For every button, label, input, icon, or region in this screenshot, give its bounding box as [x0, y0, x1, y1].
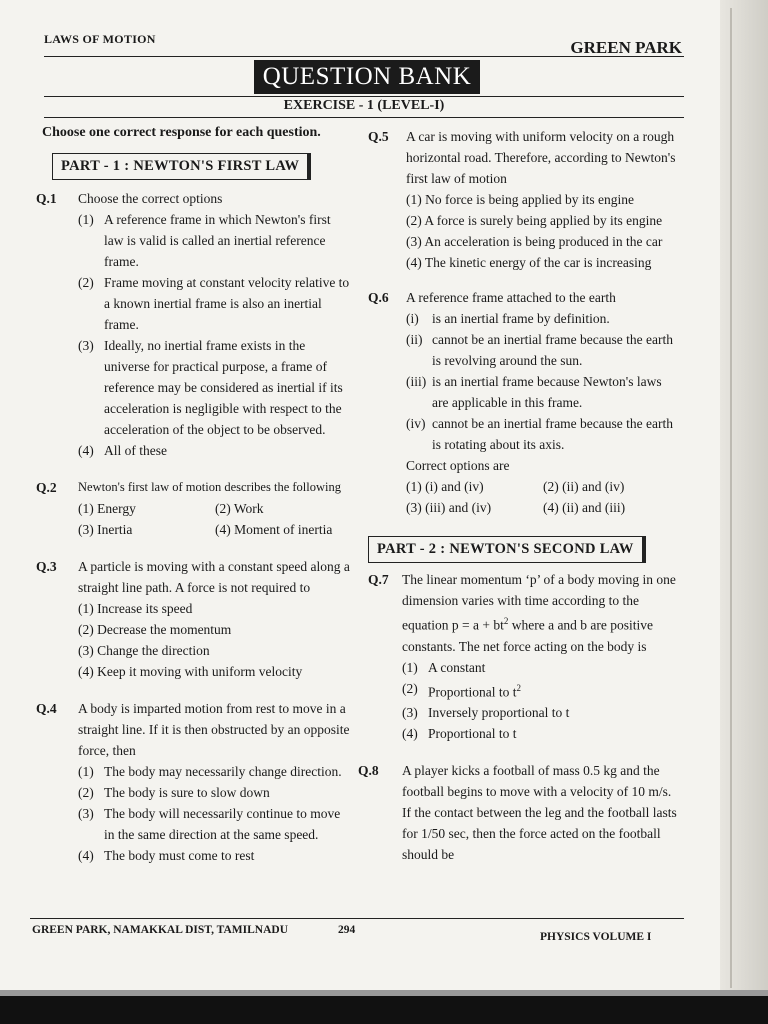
right-column — [358, 126, 680, 865]
option-number: (4) — [78, 848, 94, 863]
option-number: (3) — [78, 806, 94, 821]
option-1 — [78, 761, 352, 782]
option-iv — [406, 413, 680, 455]
option-iii — [406, 371, 680, 413]
option-3 — [78, 335, 352, 440]
question-number: Q.5 — [368, 129, 389, 144]
chapter-title: LAWS OF MOTION — [44, 32, 156, 46]
option-4: (4) The kinetic energy of the car is increasing — [406, 255, 652, 270]
option-text: Proportional to t — [428, 726, 517, 741]
question-5 — [368, 126, 680, 273]
option-text: cannot be an inertial frame because the earth is revolving around the sun. — [432, 332, 673, 368]
option-2 — [78, 782, 352, 803]
banner-rule — [44, 96, 684, 97]
option-text: is an inertial frame because Newton's laws are applicable in this frame. — [432, 374, 662, 410]
option-4: (4) Keep it moving with uniform velocity — [78, 664, 303, 679]
option-i — [406, 308, 680, 329]
question-number: Q.3 — [36, 559, 57, 574]
question-text-b: where a and b are positive constants. The net force acting on the body is — [402, 617, 654, 654]
page-fold-line — [730, 8, 732, 988]
option-number: (iii) — [406, 374, 427, 389]
part-2-heading: PART - 2 : NEWTON'S SECOND LAW — [368, 536, 646, 563]
question-text: A player kicks a football of mass 0.5 kg and the football begins to move with a velocity of 10 m/s. If the contact between the leg and the football lasts for 1/50 sec, then the force acted on the football should be — [402, 763, 677, 862]
option-2 — [78, 272, 352, 335]
question-text: A reference frame attached to the earth — [406, 290, 616, 305]
option-number: (iv) — [406, 416, 426, 431]
answer-grid — [406, 476, 680, 518]
option-number: (ii) — [406, 332, 423, 347]
option-number: (3) — [78, 338, 94, 353]
correct-options-label: Correct options are — [406, 458, 510, 473]
options-grid — [78, 498, 352, 540]
answer-1: (1) (i) and (iv) — [406, 479, 484, 494]
option-text: The body must come to rest — [104, 848, 255, 863]
instruction: Choose one correct response for each question. — [42, 125, 321, 140]
option-text: The body is sure to slow down — [104, 785, 270, 800]
page-number: 294 — [338, 924, 356, 936]
option-3 — [402, 702, 680, 723]
option-text: The body may necessarily change direction. — [104, 764, 342, 779]
option-text: Ideally, no inertial frame exists in the universe for practical purpose, a frame of reference may be considered as inertial if its acceleration is negligible with respect to the acceleration of the object to be observed. — [104, 338, 343, 437]
option-ii — [406, 329, 680, 371]
footer-rule — [30, 918, 684, 919]
question-2 — [36, 477, 352, 540]
part-1-heading: PART - 1 : NEWTON'S FIRST LAW — [52, 153, 311, 180]
option-text: A constant — [428, 659, 486, 675]
option-text: is an inertial frame by definition. — [432, 311, 610, 326]
question-number: Q.7 — [368, 572, 389, 587]
question-1 — [36, 188, 352, 461]
option-number: (1) — [78, 212, 94, 227]
publisher-name: GREEN PARK — [570, 38, 682, 57]
question-text: Newton's first law of motion describes the following — [78, 480, 341, 494]
scan-edge-black — [0, 996, 768, 1024]
question-text: A particle is moving with a constant speed along a straight line path. A force is not required to — [78, 559, 350, 595]
question-number: Q.4 — [36, 701, 57, 716]
question-text: Choose the correct options — [78, 191, 223, 206]
answer-3: (3) (iii) and (iv) — [406, 500, 492, 515]
option-3: (3) An acceleration is being produced in the car — [406, 234, 663, 249]
question-number: Q.1 — [36, 191, 57, 206]
exercise-label: EXERCISE - 1 (LEVEL-I) — [283, 98, 445, 113]
option-4: (4) Moment of inertia — [215, 522, 333, 537]
volume-label: PHYSICS VOLUME I — [540, 931, 652, 943]
option-text: All of these — [104, 443, 167, 458]
left-column — [36, 122, 352, 866]
option-4 — [78, 440, 352, 461]
question-bank-banner: QUESTION BANK — [254, 60, 480, 94]
option-1: (1) Energy — [78, 501, 136, 516]
option-1 — [78, 209, 352, 272]
question-7 — [368, 569, 680, 744]
answer-4: (4) (ii) and (iii) — [543, 500, 626, 515]
question-text — [402, 569, 680, 657]
option-1 — [402, 657, 680, 678]
answer-2: (2) (ii) and (iv) — [543, 479, 625, 494]
option-text: cannot be an inertial frame because the earth is rotating about its axis. — [432, 416, 673, 452]
option-number: (2) — [78, 785, 94, 800]
option-number: (3) — [402, 705, 418, 720]
question-3 — [36, 556, 352, 682]
option-number: (4) — [402, 726, 418, 741]
option-text: A reference frame in which Newton's first law is valid is called an inertial reference frame. — [104, 212, 331, 269]
header-rule — [44, 56, 684, 57]
question-number: Q.6 — [368, 290, 389, 305]
option-2: (2) A force is surely being applied by its engine — [406, 213, 663, 228]
option-number: (1) — [78, 764, 94, 779]
option-1: (1) No force is being applied by its engine — [406, 192, 634, 207]
option-number: (1) — [402, 659, 418, 675]
option-4 — [78, 845, 352, 866]
option-1: (1) Increase its speed — [78, 601, 193, 616]
option-text: Frame moving at constant velocity relative to a known inertial frame is also an inertial frame. — [104, 275, 350, 332]
option-3: (3) Inertia — [78, 522, 133, 537]
option-number: (2) — [402, 680, 418, 696]
exponent: 2 — [503, 616, 509, 626]
exercise-title — [0, 98, 768, 114]
option-3: (3) Change the direction — [78, 643, 210, 658]
exercise-rule — [44, 117, 684, 118]
question-4 — [36, 698, 352, 866]
option-2: (2) Decrease the momentum — [78, 622, 232, 637]
question-text-a: The linear momentum ‘p’ of a body moving in one dimension varies with time according to the equation p = a + bt — [402, 572, 676, 633]
page-edge-shadow — [720, 0, 768, 1024]
option-2: (2) Work — [215, 501, 264, 516]
option-number: (i) — [406, 311, 419, 326]
option-text: Inversely proportional to t — [428, 705, 570, 720]
question-number: Q.8 — [358, 763, 379, 778]
option-3 — [78, 803, 352, 845]
question-6 — [368, 287, 680, 518]
option-number: (2) — [78, 275, 94, 290]
question-number: Q.2 — [36, 480, 57, 495]
question-text: A car is moving with uniform velocity on a rough horizontal road. Therefore, according to Newton's first law of motion — [406, 129, 676, 186]
question-text: A body is imparted motion from rest to move in a straight line. If it is then obstructed by an opposite force, then — [78, 701, 350, 758]
option-text — [428, 678, 521, 703]
option-text: The body will necessarily continue to move in the same direction at the same speed. — [104, 806, 341, 842]
option-text-base: Proportional to t — [428, 684, 517, 699]
question-8 — [358, 760, 680, 865]
exponent: 2 — [516, 682, 521, 693]
option-4 — [402, 723, 680, 744]
option-2 — [402, 678, 680, 703]
option-number: (4) — [78, 443, 94, 458]
footer-address: GREEN PARK, NAMAKKAL DIST, TAMILNADU — [32, 924, 288, 936]
